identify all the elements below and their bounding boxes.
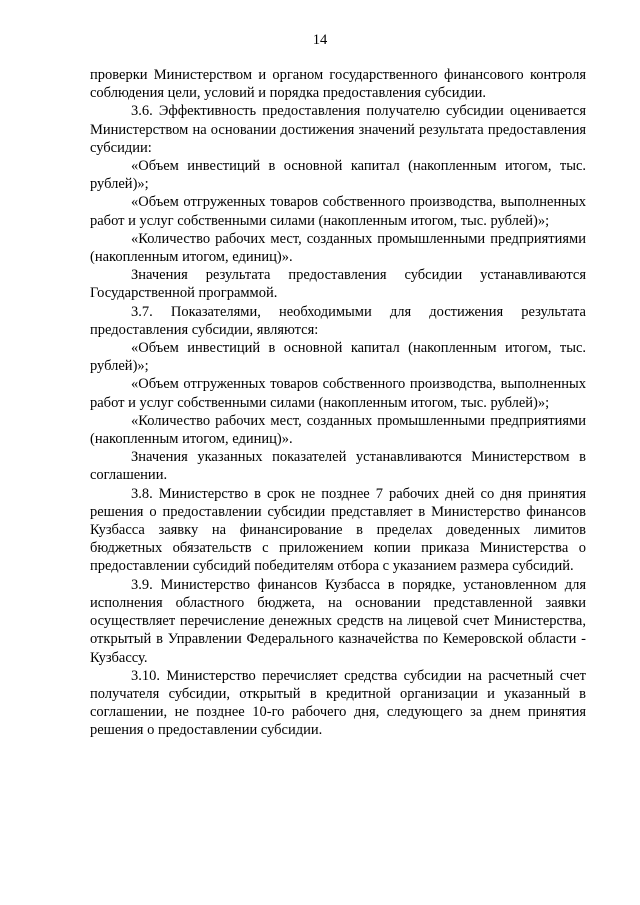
paragraph: «Объем инвестиций в основной капитал (накопленным итогом, тыс. рублей)»; (90, 340, 586, 375)
paragraph: проверки Министерством и органом государственного финансового контроля соблюдения цели, условий и порядка предоставления субсидии. (90, 67, 586, 102)
paragraph: Значения результата предоставления субсидии устанавливаются Государственной программой. (90, 267, 586, 302)
paragraph: 3.6. Эффективность предоставления получателю субсидии оценивается Министерством на основании достижения значений результата предоставления субсидии: (90, 103, 586, 156)
paragraph: «Объем отгруженных товаров собственного производства, выполненных работ и услуг собственными силами (накопленным итогом, тыс. рублей)»; (90, 194, 586, 229)
paragraph: 3.7. Показателями, необходимыми для достижения результата предоставления субсидии, являются: (90, 303, 586, 338)
paragraph: «Объем отгруженных товаров собственного производства, выполненных работ и услуг собственными силами (накопленным итогом, тыс. рублей)»; (90, 376, 586, 411)
paragraph: Значения указанных показателей устанавливаются Министерством в соглашении. (90, 449, 586, 484)
paragraph: 3.10. Министерство перечисляет средства субсидии на расчетный счет получателя субсидии, открытый в кредитной организации и указанный в соглашении, не позднее 10-го рабочего дня, следующего за днем принятия решения о предоставлении субсидии. (90, 667, 586, 739)
paragraph: 3.9. Министерство финансов Кузбасса в порядке, установленном для исполнения областного бюджета, на основании представленной заявки осуществляет перечисление денежных средств на лицевой счет Министерства, открытый в Управлении Федерального казначейства по Кемеровской области - Кузбассу. (90, 576, 586, 666)
paragraph: 3.8. Министерство в срок не позднее 7 рабочих дней со дня принятия решения о предоставлении субсидии представляет в Министерство финансов Кузбасса заявку на финансирование в пределах доведенных лимитов бюджетных обязательств с приложением копии приказа Министерства о предоставлении субсидий победителям отбора с указанием размера субсидий. (90, 485, 586, 575)
paragraph: «Количество рабочих мест, созданных промышленными предприятиями (накопленным итогом, единиц)». (90, 412, 586, 448)
paragraph: «Количество рабочих мест, созданных промышленными предприятиями (накопленным итогом, единиц)». (90, 230, 586, 266)
paragraph: «Объем инвестиций в основной капитал (накопленным итогом, тыс. рублей)»; (90, 158, 586, 193)
document-body (90, 66, 586, 740)
page-number: 14 (312, 32, 328, 48)
